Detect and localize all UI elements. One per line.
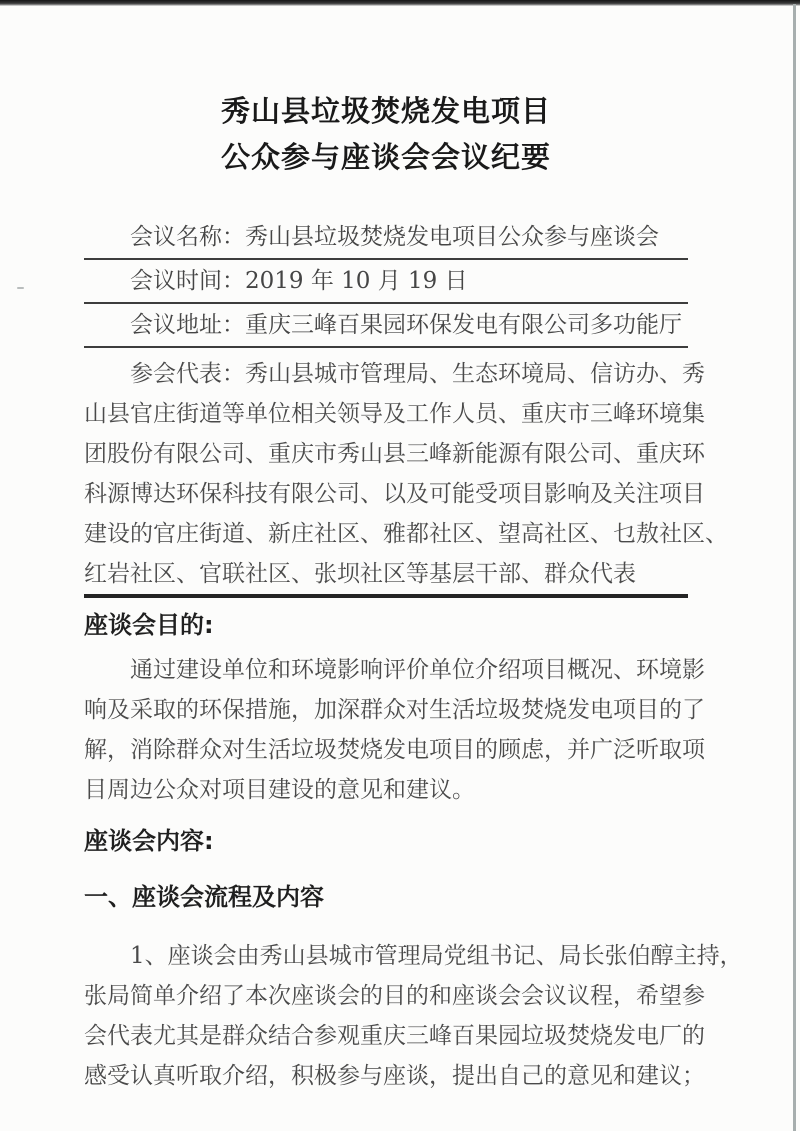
participants-line: 建设的官庄街道、新庄社区、雅都社区、望高社区、乜敖社区、 <box>84 521 728 547</box>
purpose-line: 通过建设单位和环境影响评价单位介绍项目概况、环境影 <box>130 657 705 683</box>
meeting-info-table <box>84 216 728 598</box>
title-line-2: 公众参与座谈会会议纪要 <box>220 140 551 174</box>
participants-line: 红岩社区、官联社区、张坝社区等基层干部、群众代表 <box>84 561 636 587</box>
scan-speck <box>17 287 24 289</box>
purpose-line: 解，消除群众对生活垃圾焚烧发电项目的顾虑，并广泛听取项 <box>84 737 705 763</box>
purpose-paragraph <box>84 650 705 810</box>
meeting-name-value: 秀山县垃圾焚烧发电项目公众参与座谈会 <box>245 224 659 250</box>
purpose-line: 目周边公众对项目建设的意见和建议。 <box>84 777 475 803</box>
participants-line: 参会代表：秀山县城市管理局、生态环境局、信访办、秀 <box>130 361 705 387</box>
meeting-address-label: 会议地址： <box>130 312 245 338</box>
participants-line: 科源博达环保科技有限公司、以及可能受项目影响及关注项目 <box>84 481 705 507</box>
section1-line: 1、座谈会由秀山县城市管理局党组书记、局长张伯醇主持， <box>130 943 743 969</box>
scanner-right-edge-line <box>793 4 796 1131</box>
participants-line: 山县官庄街道等单位相关领导及工作人员、重庆市三峰环境集 <box>84 401 705 427</box>
section1-line: 感受认真听取介绍，积极参与座谈，提出自己的意见和建议； <box>84 1063 705 1089</box>
meeting-time-row <box>84 260 688 304</box>
document-title <box>84 88 688 180</box>
meeting-name-row <box>84 216 688 260</box>
content-heading: 座谈会内容: <box>84 827 214 855</box>
document-page <box>84 0 743 1096</box>
meeting-time-label: 会议时间： <box>130 268 245 294</box>
meeting-address-value: 重庆三峰百果园环保发电有限公司多功能厅 <box>245 312 682 338</box>
participants-row <box>84 348 728 598</box>
meeting-name-label: 会议名称： <box>130 224 245 250</box>
meeting-time-value: 2019 年 10 月 19 日 <box>245 268 468 294</box>
section1-line: 会代表尤其是群众结合参观重庆三峰百果园垃圾焚烧发电厂的 <box>84 1023 705 1049</box>
participants-line: 团股份有限公司、重庆市秀山县三峰新能源有限公司、重庆环 <box>84 441 705 467</box>
section1-heading: 一、座谈会流程及内容 <box>84 883 324 911</box>
section1-paragraph <box>84 936 743 1096</box>
section1-line: 张局简单介绍了本次座谈会的目的和座谈会会议议程，希望参 <box>84 983 705 1009</box>
meeting-address-row <box>84 304 688 348</box>
purpose-line: 响及采取的环保措施，加深群众对生活垃圾焚烧发电项目的了 <box>84 697 705 723</box>
title-line-1: 秀山县垃圾焚烧发电项目 <box>220 94 551 128</box>
purpose-heading: 座谈会目的: <box>84 611 214 639</box>
